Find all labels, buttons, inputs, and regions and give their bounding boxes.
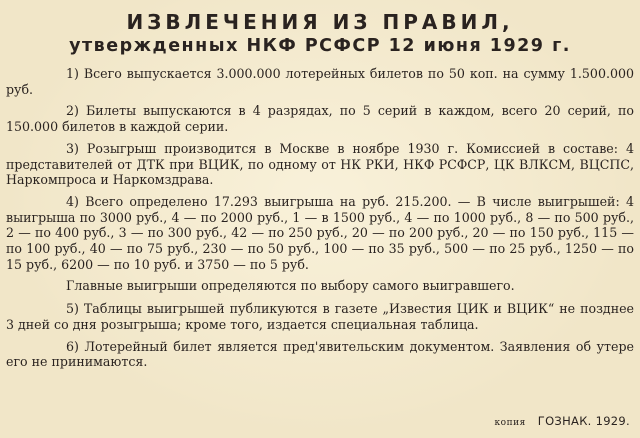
rule-paragraph-5: 5) Таблицы выигрышей публикуются в газете „Известия ЦИК и ВЦИК“ не позднее 3 дней со дня розыгрыша; кроме того, издается специальная таблица.	[6, 301, 634, 332]
rule-paragraph-4: 4) Всего определено 17.293 выигрыша на руб. 215.200. — В числе выигрышей: 4 выигрыша по 3000 руб., 4 — по 2000 руб., 1 — в 1500 руб., 4 — по 1000 руб., 8 — по 500 руб., 2 — по 400 руб., 3 — по 300 руб., 42 — по 250 руб., 20 — по 200 руб., 20 — по 150 руб., 115 — по 100 руб., 40 — по 75 руб., 230 — по 50 руб., 100 — по 35 руб., 500 — по 25 руб., 1250 — по 15 руб., 6200 — по 10 руб. и 3750 — по 5 руб.	[6, 193, 634, 272]
rule-paragraph-2: 2) Билеты выпускаются в 4 разрядах, по 5 серий в каждом, всего 20 серий, по 150.000 билетов в каждой серии.	[6, 103, 634, 135]
main-prizes-note: Главные выигрыши определяются по выбору самого выигравшего.	[66, 278, 515, 294]
document-subtitle: утвержденных НКФ РСФСР 12 июня 1929 г.	[69, 36, 571, 56]
document-title: ИЗВЛЕЧЕНИЯ ИЗ ПРАВИЛ,	[126, 10, 514, 34]
rule-paragraph-3: 3) Розыгрыш производится в Москве в ноябре 1930 г. Комиссией в составе: 4 представителей от ДТК при ВЦИК, по одному от НК РКИ, НКФ РСФСР, ЦК ВЛКСМ, ВЦСПС, Наркомпроса и Наркомздрава.	[6, 140, 634, 188]
copy-label: копия	[494, 418, 526, 428]
rule-paragraph-6: 6) Лотерейный билет является пред'явительским документом. Заявления об утере его не принимаются.	[6, 338, 634, 370]
printer-imprint: ГОЗНАК. 1929.	[537, 414, 630, 428]
rule-paragraph-1: 1) Всего выпускается 3.000.000 лотерейных билетов по 50 коп. на сумму 1.500.000 руб.	[6, 66, 634, 97]
document-footer	[495, 414, 630, 428]
